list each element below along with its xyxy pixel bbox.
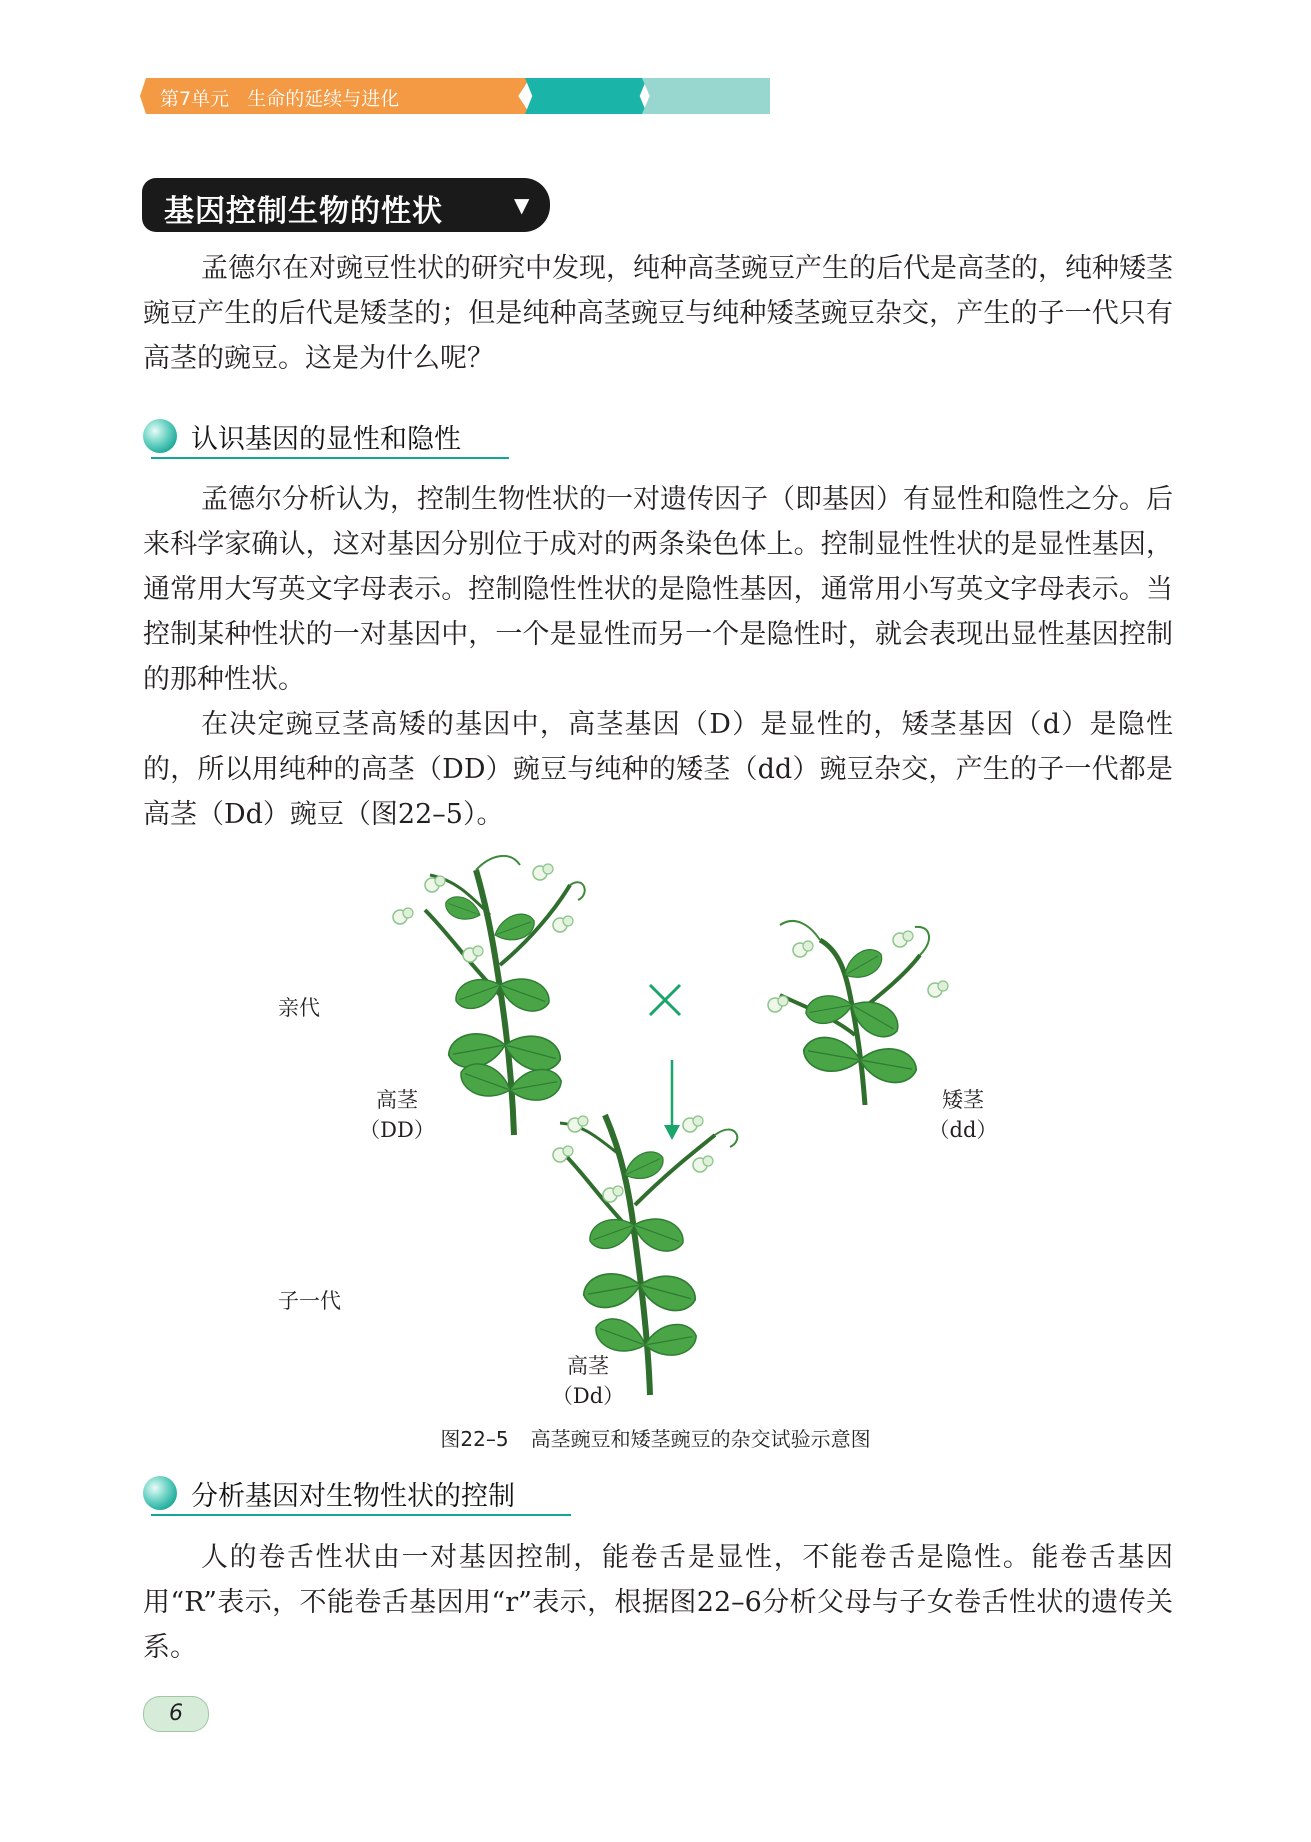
bullet-ball-icon [143, 1476, 177, 1510]
subheading-underline [151, 1514, 571, 1516]
offspring-generation-label: 子一代 [278, 1289, 341, 1313]
offspring-name: 高茎 [567, 1354, 609, 1378]
short-parent-genotype: （dd） [928, 1118, 998, 1142]
figure-number: 图22–5 [440, 1427, 509, 1451]
bullet-ball-icon [143, 419, 177, 453]
offspring-genotype: （Dd） [551, 1384, 625, 1408]
subheading-gene-control [143, 1470, 573, 1516]
tall-parent-genotype: （DD） [359, 1118, 435, 1142]
subheading-dominant-recessive [143, 413, 509, 459]
page-number: 6 [143, 1696, 209, 1732]
parent-generation-label: 亲代 [278, 996, 320, 1020]
short-parent-name: 矮茎 [942, 1088, 984, 1112]
chapter-header-band [140, 78, 770, 114]
paragraph-tongue-rolling: 人的卷舌性状由一对基因控制，能卷舌是显性，不能卷舌是隐性。能卷舌基因用“R”表示，不能卷舌基因用“r”表示，根据图22–6分析父母与子女卷舌性状的遗传关系。 [143, 1542, 1173, 1663]
paragraph-pea-cross: 在决定豌豆茎高矮的基因中，高茎基因（D）是显性的，矮茎基因（d）是隐性的，所以用纯种的高茎（DD）豌豆与纯种的矮茎（dd）豌豆杂交，产生的子一代都是高茎（Dd）豌豆（图22–5）。 [143, 709, 1173, 830]
cross-symbol-icon [650, 985, 680, 1015]
header-teal-segment [525, 78, 647, 114]
short-pea-plant-parent [768, 921, 948, 1105]
chapter-header-text [160, 84, 399, 111]
figure-pea-cross [0, 855, 1311, 1435]
intro-paragraph: 孟德尔在对豌豆性状的研究中发现，纯种高茎豌豆产生的后代是高茎的，纯种矮茎豌豆产生的后代是矮茎的；但是纯种高茎豌豆与纯种矮茎豌豆杂交，产生的子一代只有高茎的豌豆。这是为什么呢？ [143, 253, 1173, 374]
triangle-down-icon: ▼ [514, 193, 530, 217]
unit-title: 生命的延续与进化 [247, 88, 400, 110]
tall-parent-name: 高茎 [376, 1088, 418, 1112]
subheading-underline [151, 457, 509, 459]
short-parent-label [913, 1085, 1013, 1145]
section-title-banner [142, 178, 550, 232]
pea-cross-diagram [0, 855, 1311, 1435]
subheading-text: 认识基因的显性和隐性 [191, 424, 461, 455]
subheading-text: 分析基因对生物性状的控制 [191, 1481, 515, 1512]
paragraph-gene-dominance: 孟德尔分析认为，控制生物性状的一对遗传因子（即基因）有显性和隐性之分。后来科学家确认，这对基因分别位于成对的两条染色体上。控制显性性状的是显性基因，通常用大写英文字母表示。控制隐性性状的是隐性基因，通常用小写英文字母表示。当控制某种性状的一对基因中，一个是显性而另一个是隐性时，就会表现出显性基因控制的那种性状。 [143, 484, 1173, 695]
section-title: 基因控制生物的性状 [164, 194, 443, 229]
arrow-down-icon [664, 1060, 680, 1140]
offspring-label [538, 1351, 638, 1411]
header-light-segment [642, 78, 770, 114]
tall-parent-label [347, 1085, 447, 1145]
unit-label: 第7单元 [160, 88, 230, 110]
figure-caption-text: 高茎豌豆和矮茎豌豆的杂交试验示意图 [530, 1427, 871, 1451]
figure-caption [0, 1423, 1311, 1452]
